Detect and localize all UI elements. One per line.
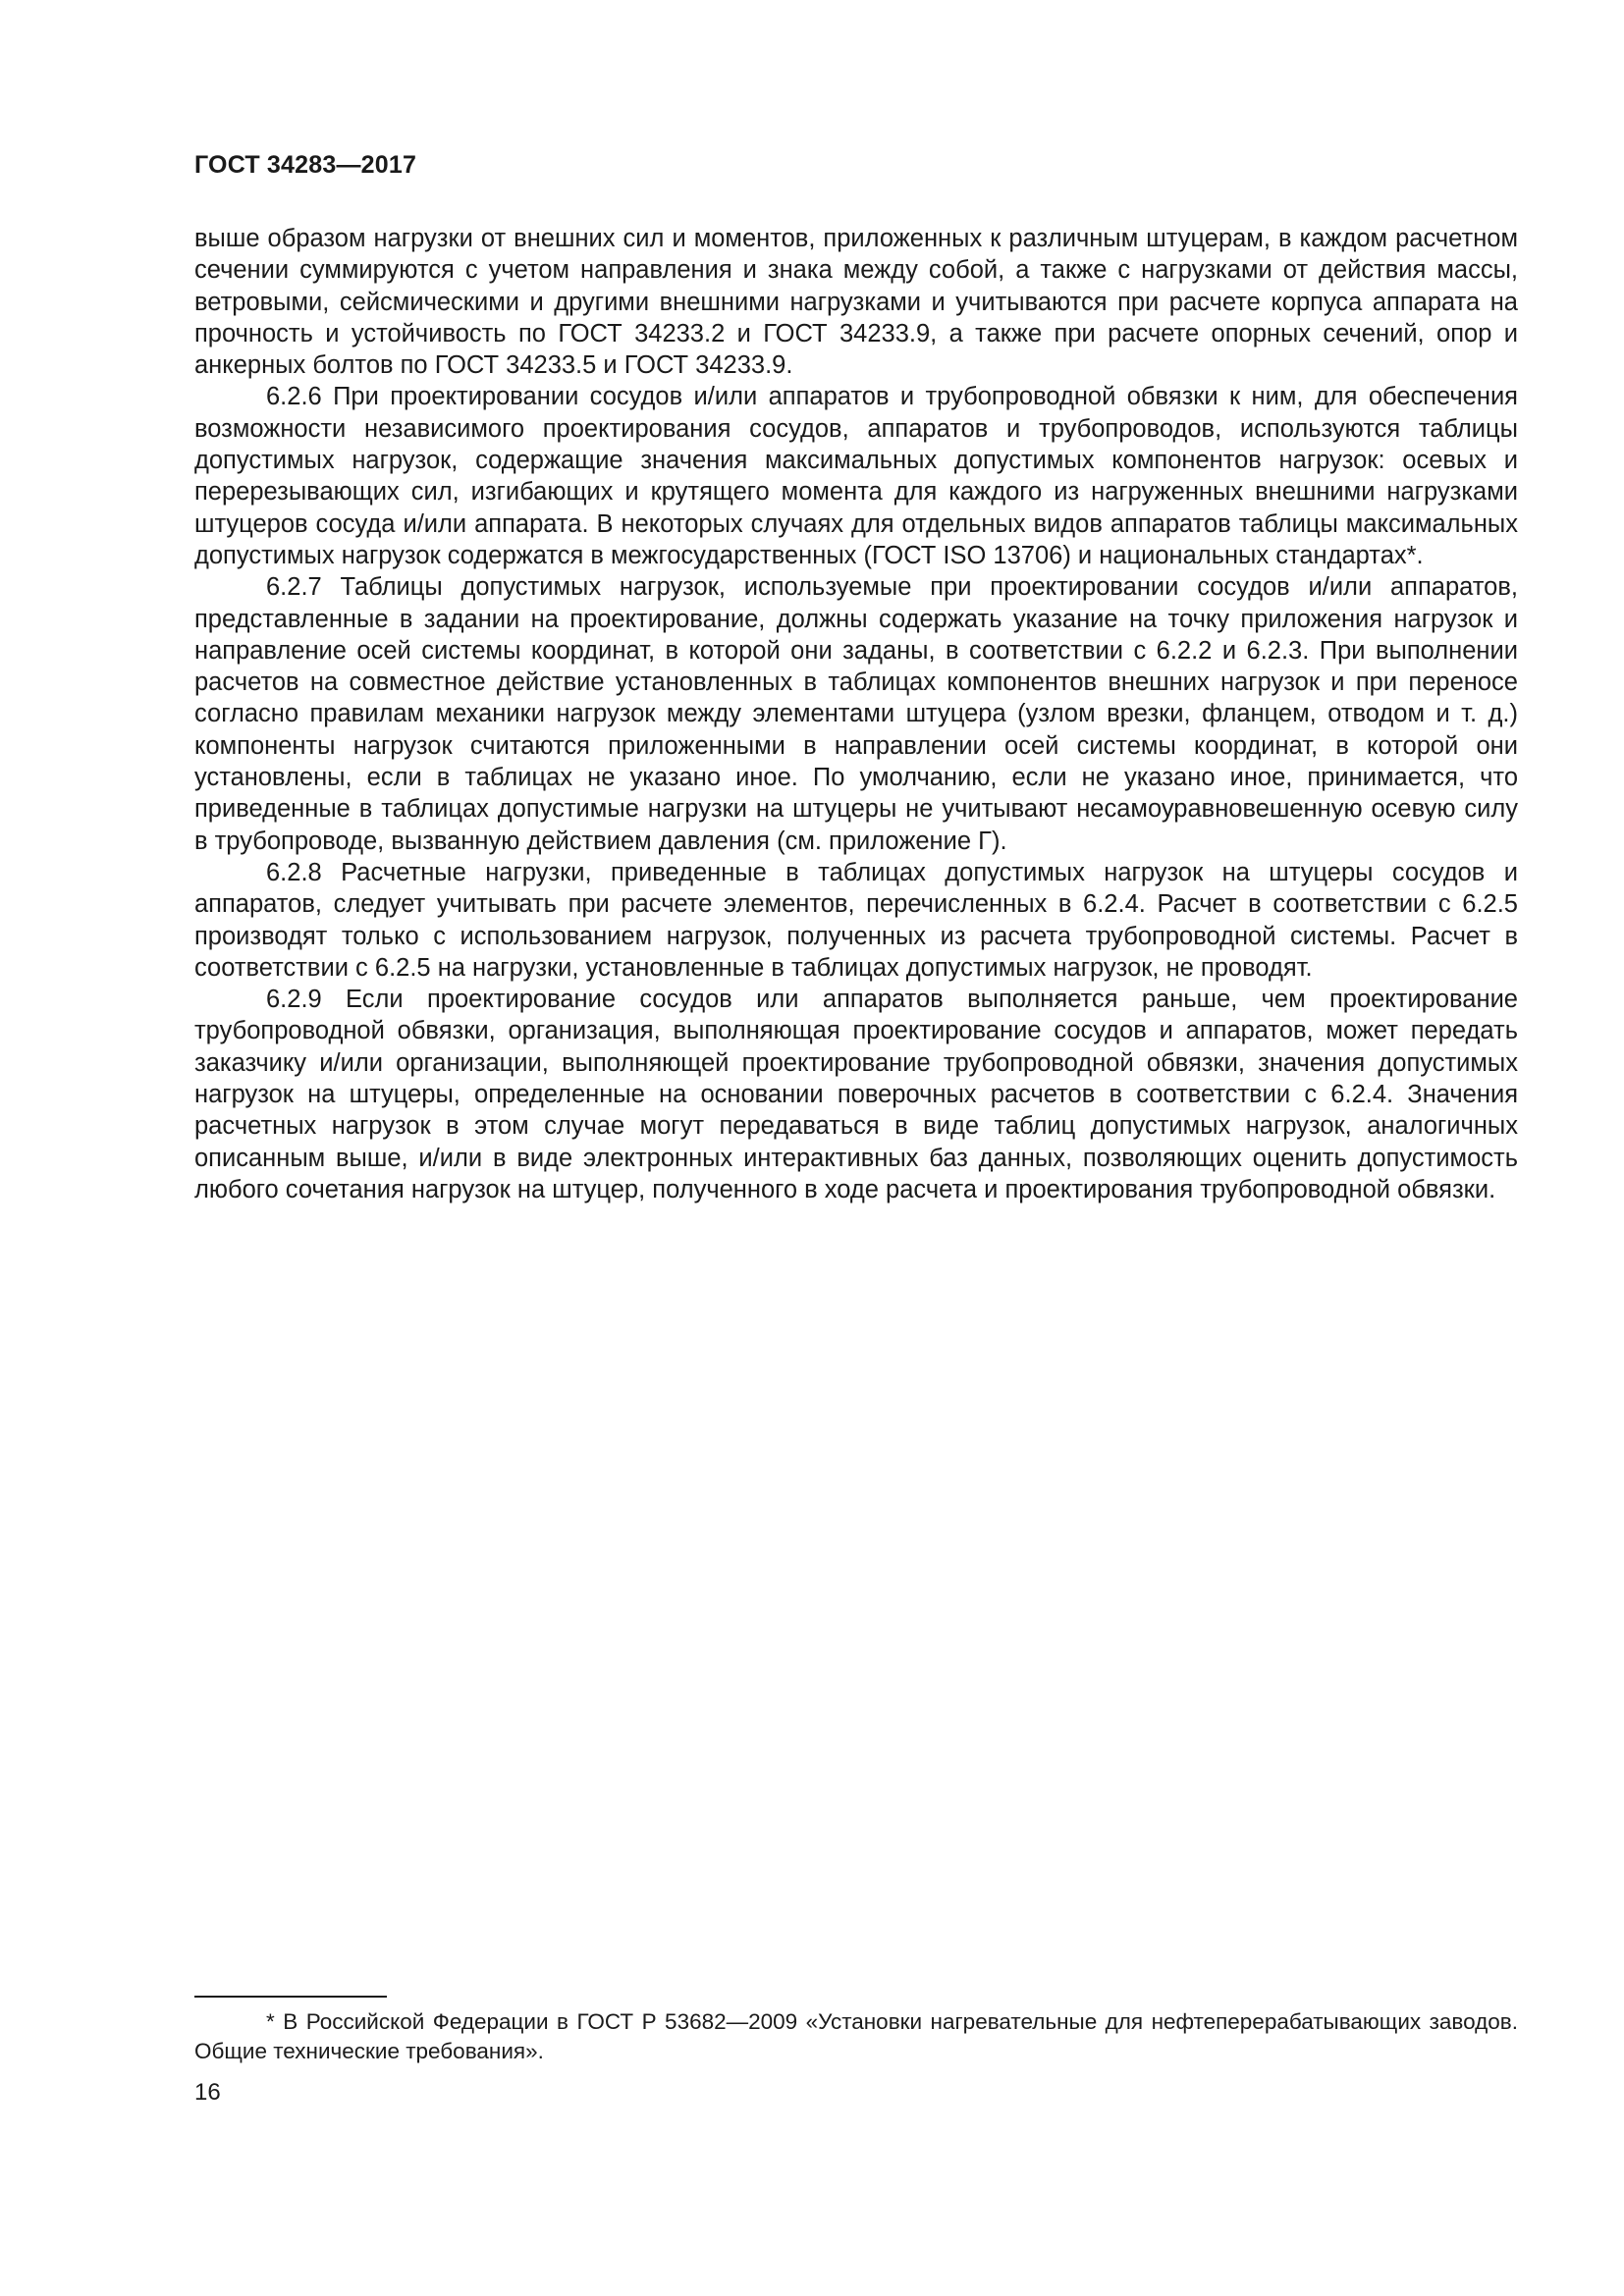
paragraph-6-2-6: 6.2.6 При проектировании сосудов и/или аппаратов и трубопроводной обвязки к ним, для обеспечения возможности независимого проектирования сосудов, аппаратов и трубопроводов, используются таблицы допустимых нагрузок, содержащие значения максимальных допустимых компонентов нагрузок: осевых и перерезывающих сил, изгибающих и крутящего момента для каждого из нагруженных внешними нагрузками штуцеров сосуда и/или аппарата. В некоторых случаях для отдельных видов аппаратов таблицы максимальных допустимых нагрузок содержатся в межгосударственных (ГОСТ ISO 13706) и национальных стандартах*. — [194, 383, 1518, 569]
paragraph-6-2-7: 6.2.7 Таблицы допустимых нагрузок, используемые при проектировании сосудов и/или аппаратов, представленные в задании на проектирование, должны содержать указание на точку приложения нагрузок и направление осей системы координат, в которой они заданы, в соответствии с 6.2.2 и 6.2.3. При выполнении расчетов на совместное действие установленных в таблицах компонентов внешних нагрузок и при переносе согласно правилам механики нагрузок между элементами штуцера (узлом врезки, фланцем, отводом и т. д.) компоненты нагрузок считаются приложенными в направлении осей системы координат, в которой они установлены, если в таблицах не указано иное. По умолчанию, если не указано иное, принимается, что приведенные в таблицах допустимые нагрузки на штуцеры не учитывают несамоуравновешенную осевую силу в трубопроводе, вызванную действием давления (см. приложение Г). — [194, 573, 1518, 855]
paragraph-6-2-9: 6.2.9 Если проектирование сосудов или аппаратов выполняется раньше, чем проектирование трубопроводной обвязки, организация, выполняющая проектирование сосудов и аппаратов, может передать заказчику и/или организации, выполняющей проектирование трубопроводной обвязки, значения допустимых нагрузок на штуцеры, определенные на основании поверочных расчетов в соответствии с 6.2.4. Значения расчетных нагрузок в этом случае могут передаваться в виде таблиц допустимых нагрузок, аналогичных описанным выше, и/или в виде электронных интерактивных баз данных, позволяющих оценить допустимость любого сочетания нагрузок на штуцер, полученного в ходе расчета и проектирования трубопроводной обвязки. — [194, 986, 1518, 1203]
page-number: 16 — [194, 2079, 221, 2106]
footnote-text: * В Российской Федерации в ГОСТ Р 53682—2009 «Установки нагревательные для нефтеперерабатывающих заводов. Общие технические требования». — [194, 2009, 1518, 2063]
footnote-divider — [194, 1996, 387, 1998]
paragraph-6-2-8: 6.2.8 Расчетные нагрузки, приведенные в таблицах допустимых нагрузок на штуцеры сосудов и аппаратов, следует учитывать при расчете элементов, перечисленных в 6.2.4. Расчет в соответствии с 6.2.5 производят только с использованием нагрузок, полученных из расчета трубопроводной системы. Расчет в соответствии с 6.2.5 на нагрузки, установленные в таблицах допустимых нагрузок, не проводят. — [194, 858, 1518, 982]
document-header: ГОСТ 34283—2017 — [194, 151, 417, 179]
footnote — [194, 2007, 1518, 2066]
paragraph-continuation: выше образом нагрузки от внешних сил и моментов, приложенных к различным штуцерам, в каждом расчетном сечении суммируются с учетом направления и знака между собой, а также с нагрузками от действия массы, ветровыми, сейсмическими и другими внешними нагрузками и учитываются при расчете корпуса аппарата на прочность и устойчивость по ГОСТ 34233.2 и ГОСТ 34233.9, а также при расчете опорных сечений, опор и анкерных болтов по ГОСТ 34233.5 и ГОСТ 34233.9. — [194, 225, 1518, 380]
body-text — [194, 223, 1518, 1205]
